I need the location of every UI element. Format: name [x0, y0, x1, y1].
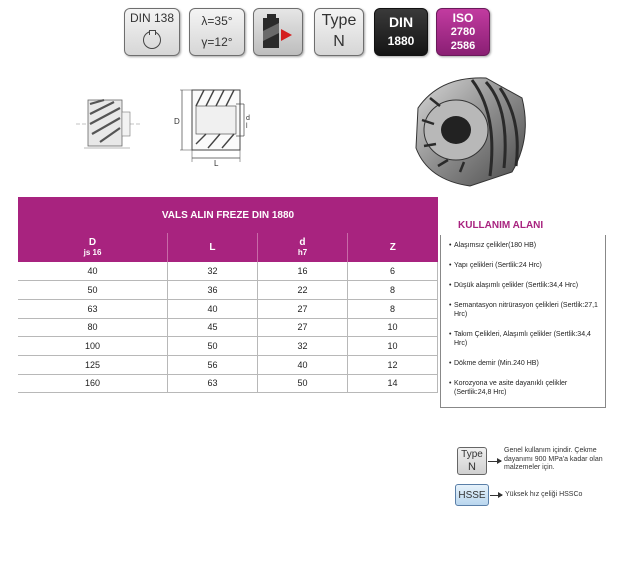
table-row: [18, 262, 438, 281]
table-header-row: [18, 233, 438, 262]
dim-L-label: L: [214, 159, 219, 166]
technical-drawing: [152, 84, 264, 166]
tool-direction-badge: [253, 8, 303, 56]
header-L-label: L: [209, 241, 216, 253]
usage-item: • Semantasyon nitrürasyon çelikleri (Sertlik:27,1 Hrc): [449, 301, 601, 319]
usage-item: • Dökme demir (Min.240 HB): [449, 359, 601, 368]
usage-title: KULLANIM ALANI: [458, 220, 544, 231]
table-row: [18, 281, 438, 300]
dim-d-label: d: [246, 115, 250, 122]
legend-type-value: N: [468, 461, 476, 473]
header-D: [18, 233, 167, 262]
legend-type-label: Type: [461, 449, 483, 460]
din1880-badge: [374, 8, 428, 56]
cell-Z: 12: [347, 355, 437, 374]
usage-item: • Takım Çelikleri, Alaşımlı çelikler (Sertlik:34,4 Hrc): [449, 330, 601, 348]
type-badge: [314, 8, 364, 56]
type-value: N: [333, 33, 345, 50]
type-label: Type: [321, 12, 357, 29]
angle-badge: [189, 8, 245, 56]
din-label: DIN: [388, 14, 414, 30]
legend-type-badge: [457, 447, 487, 475]
din-number: 1880: [387, 34, 415, 48]
spec-grid: [18, 233, 438, 393]
cutter-side-sketch: [74, 88, 142, 158]
legend-hsse-label: HSSE: [458, 489, 486, 501]
din138-badge: [124, 8, 180, 56]
legend-hsse-description: Yüksek hız çeliği HSSCo: [505, 491, 583, 498]
gamma-angle: γ=12°: [201, 35, 233, 49]
cell-D: 100: [18, 337, 167, 356]
cell-d: 27: [257, 318, 347, 337]
table-row: [18, 299, 438, 318]
table-row: [18, 355, 438, 374]
cell-D: 40: [18, 262, 167, 281]
table-title: VALS ALIN FREZE DIN 1880: [18, 197, 438, 233]
cell-D: 80: [18, 318, 167, 337]
usage-item: • Düşük alaşımlı çelikler (Sertlik:34,4 Hrc): [449, 281, 601, 290]
cell-L: 32: [167, 262, 257, 281]
cell-D: 125: [18, 355, 167, 374]
cell-d: 27: [257, 299, 347, 318]
header-Z-label: Z: [389, 241, 396, 253]
header-d-label: d: [299, 236, 306, 248]
cell-L: 63: [167, 374, 257, 393]
cell-d: 40: [257, 355, 347, 374]
legend-hsse-badge: [455, 484, 489, 506]
lambda-angle: λ=35°: [201, 14, 233, 28]
dim-D-label: D: [174, 117, 180, 126]
cell-D: 63: [18, 299, 167, 318]
header-D-tolerance: js 16: [83, 247, 102, 257]
header-D-label: D: [88, 236, 97, 248]
cell-d: 50: [257, 374, 347, 393]
cell-L: 45: [167, 318, 257, 337]
cell-Z: 10: [347, 318, 437, 337]
table-row: [18, 318, 438, 337]
cutting-direction-icon: [254, 9, 304, 57]
usage-list-box: [440, 235, 606, 408]
table-row: [18, 337, 438, 356]
cell-Z: 6: [347, 262, 437, 281]
cell-Z: 14: [347, 374, 437, 393]
usage-item: • Alaşımsız çelikler(180 HB): [449, 241, 601, 250]
arrow-right-icon: [490, 495, 502, 496]
table-row: [18, 374, 438, 393]
cell-d: 16: [257, 262, 347, 281]
iso-number-2: 2586: [450, 40, 476, 52]
cell-Z: 10: [347, 337, 437, 356]
cell-d: 32: [257, 337, 347, 356]
header-Z: [347, 233, 437, 262]
usage-item: • Korozyona ve asite dayanıklı çelikler (Sertlik:24,8 Hrc): [449, 379, 601, 397]
header-L: [167, 233, 257, 262]
spec-table: [18, 197, 438, 393]
cell-d: 22: [257, 281, 347, 300]
cell-L: 56: [167, 355, 257, 374]
dim-l-label: l: [246, 123, 248, 130]
cell-L: 36: [167, 281, 257, 300]
cell-D: 50: [18, 281, 167, 300]
din138-label: DIN 138: [129, 11, 175, 25]
usage-list: [441, 235, 605, 397]
iso-label: ISO: [452, 11, 474, 25]
iso-badge: [436, 8, 490, 56]
cell-L: 50: [167, 337, 257, 356]
header-d-tolerance: h7: [297, 247, 308, 257]
cell-D: 160: [18, 374, 167, 393]
shell-end-mill-image: [400, 68, 535, 190]
arrow-right-icon: [488, 461, 501, 462]
cell-Z: 8: [347, 281, 437, 300]
legend-type-description: Genel kullanım içindir. Çekme dayanımı 900 MPa'a kadar olan malzemeler için.: [504, 447, 603, 471]
keyway-icon: [143, 31, 161, 49]
usage-item: • Yapı çelikleri (Sertlik:24 Hrc): [449, 261, 601, 270]
cell-L: 40: [167, 299, 257, 318]
header-d: [257, 233, 347, 262]
cell-Z: 8: [347, 299, 437, 318]
iso-number-1: 2780: [450, 26, 476, 38]
